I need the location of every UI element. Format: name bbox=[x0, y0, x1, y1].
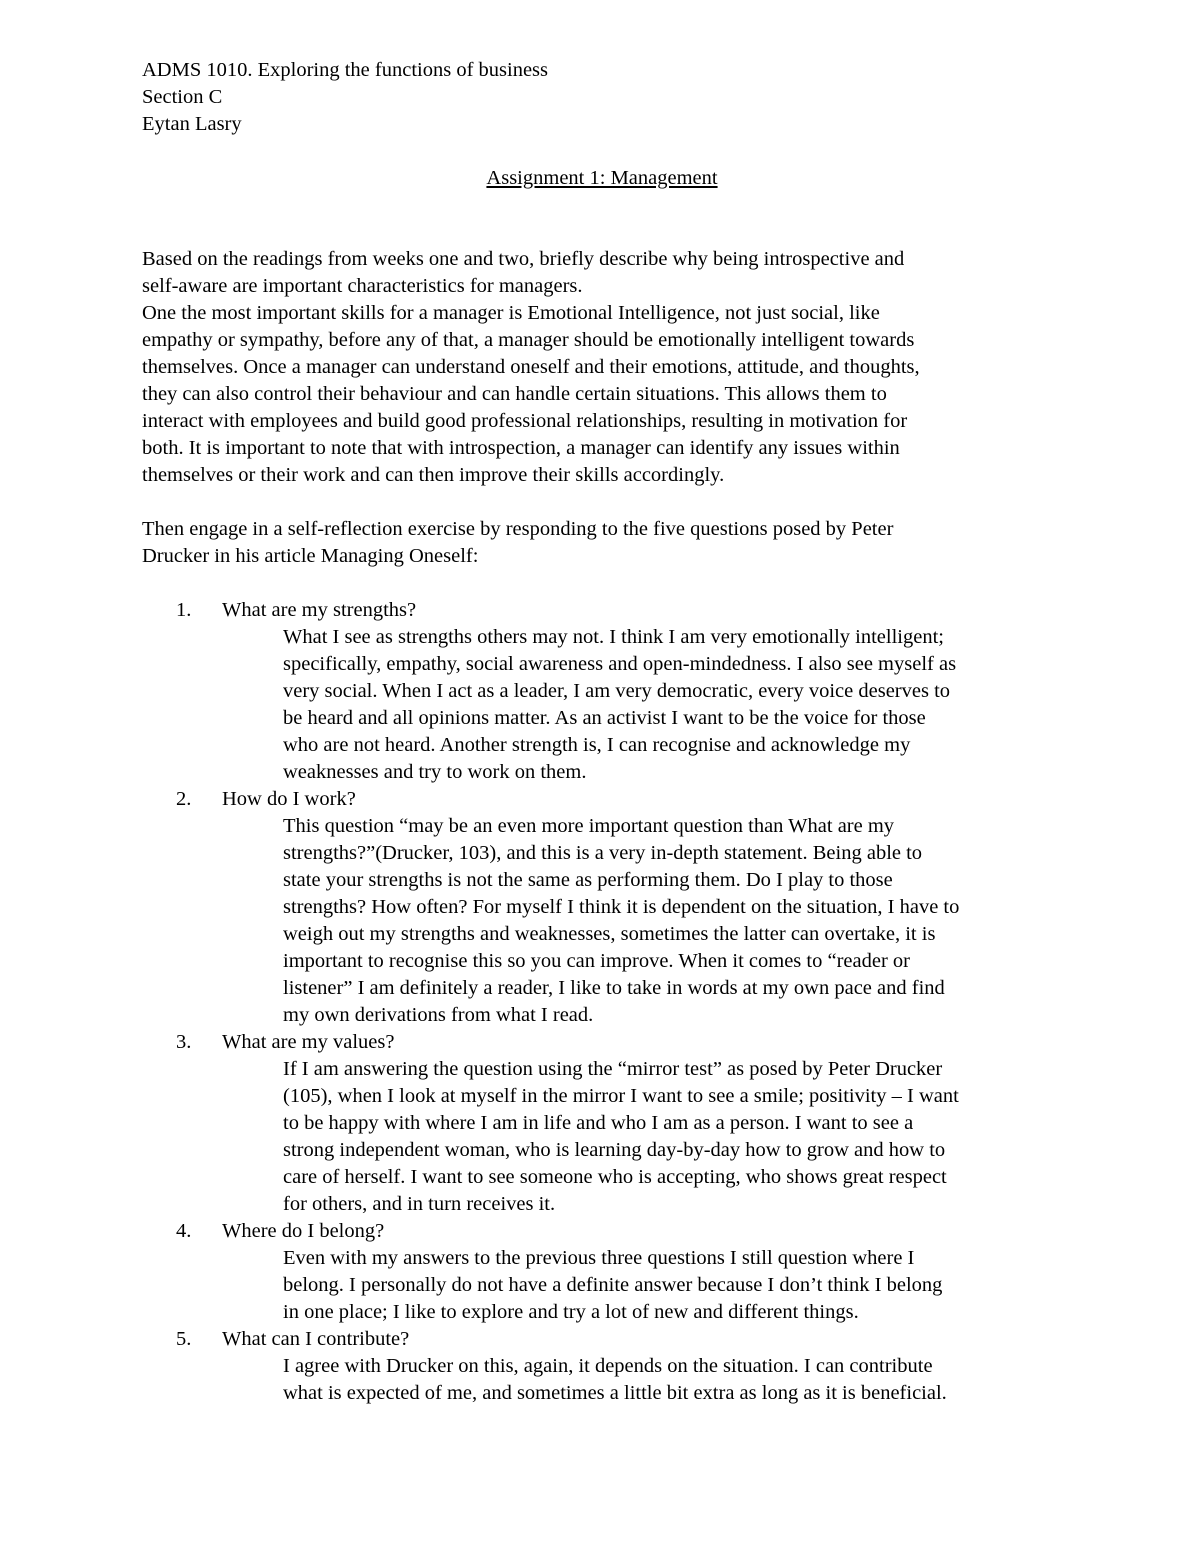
answer-line: This question “may be an even more important question than What are my bbox=[283, 815, 895, 837]
question-text: Where do I belong? bbox=[222, 1220, 385, 1242]
answer-line: One the most important skills for a manager is Emotional Intelligence, not just social, like bbox=[142, 302, 880, 324]
prompt-line: self-aware are important characteristics for managers. bbox=[142, 275, 583, 297]
question-row bbox=[142, 786, 1062, 813]
prompt-line: Drucker in his article Managing Oneself: bbox=[142, 545, 479, 567]
header-block bbox=[142, 57, 1062, 138]
question-row bbox=[142, 1326, 1062, 1353]
section-label: Section C bbox=[142, 86, 223, 108]
answer-line: specifically, empathy, social awareness and open-mindedness. I also see myself as bbox=[283, 653, 957, 675]
prompt-paragraph-1 bbox=[142, 246, 1062, 300]
question-item bbox=[142, 1029, 1062, 1218]
answer-line: themselves or their work and can then improve their skills accordingly. bbox=[142, 464, 725, 486]
question-number: 4. bbox=[176, 1220, 192, 1242]
answer-line: important to recognise this so you can improve. When it comes to “reader or bbox=[283, 950, 910, 972]
answer-line: I agree with Drucker on this, again, it depends on the situation. I can contribute bbox=[283, 1355, 933, 1377]
question-answer bbox=[283, 624, 1062, 786]
answer-line: (105), when I look at myself in the mirror I want to see a smile; positivity – I want bbox=[283, 1085, 959, 1107]
answer-line: strengths? How often? For myself I think it is dependent on the situation, I have to bbox=[283, 896, 960, 918]
question-text: What can I contribute? bbox=[222, 1328, 410, 1350]
answer-line: interact with employees and build good professional relationships, resulting in motivation for bbox=[142, 410, 908, 432]
answer-line: my own derivations from what I read. bbox=[283, 1004, 594, 1026]
answer-line: be heard and all opinions matter. As an activist I want to be the voice for those bbox=[283, 707, 926, 729]
question-item bbox=[142, 1218, 1062, 1326]
question-row bbox=[142, 1029, 1062, 1056]
page-title bbox=[142, 165, 1062, 192]
paragraph-spacer bbox=[142, 489, 1062, 516]
answer-line: empathy or sympathy, before any of that, a manager should be emotionally intelligent towards bbox=[142, 329, 915, 351]
answer-line: they can also control their behaviour and can handle certain situations. This allows them to bbox=[142, 383, 887, 405]
answer-line: both. It is important to note that with introspection, a manager can identify any issues within bbox=[142, 437, 900, 459]
question-answer bbox=[283, 1245, 1062, 1326]
prompt-line: Based on the readings from weeks one and two, briefly describe why being introspective and bbox=[142, 248, 905, 270]
question-row bbox=[142, 597, 1062, 624]
question-item bbox=[142, 597, 1062, 786]
question-list bbox=[142, 597, 1062, 1407]
author-name: Eytan Lasry bbox=[142, 113, 242, 135]
answer-line: strong independent woman, who is learning day-by-day how to grow and how to bbox=[283, 1139, 946, 1161]
answer-line: weigh out my strengths and weaknesses, sometimes the latter can overtake, it is bbox=[283, 923, 936, 945]
question-answer bbox=[283, 1353, 1062, 1407]
question-item bbox=[142, 1326, 1062, 1407]
answer-line: for others, and in turn receives it. bbox=[283, 1193, 556, 1215]
answer-line: themselves. Once a manager can understand oneself and their emotions, attitude, and thoughts, bbox=[142, 356, 920, 378]
prompt-line: Then engage in a self-reflection exercise by responding to the five questions posed by Peter bbox=[142, 518, 894, 540]
answer-line: to be happy with where I am in life and who I am as a person. I want to see a bbox=[283, 1112, 914, 1134]
course-name: ADMS 1010. Exploring the functions of business bbox=[142, 59, 548, 81]
answer-line: belong. I personally do not have a definite answer because I don’t think I belong bbox=[283, 1274, 943, 1296]
question-number: 5. bbox=[176, 1328, 192, 1350]
question-number: 1. bbox=[176, 599, 192, 621]
answer-line: weaknesses and try to work on them. bbox=[283, 761, 587, 783]
answer-line: care of herself. I want to see someone who is accepting, who shows great respect bbox=[283, 1166, 947, 1188]
answer-line: If I am answering the question using the “mirror test” as posed by Peter Drucker bbox=[283, 1058, 943, 1080]
paragraph-spacer bbox=[142, 570, 1062, 597]
title-text: Assignment 1: Management bbox=[486, 167, 718, 189]
question-text: How do I work? bbox=[222, 788, 356, 810]
answer-line: who are not heard. Another strength is, I can recognise and acknowledge my bbox=[283, 734, 911, 756]
answer-line: what is expected of me, and sometimes a little bit extra as long as it is beneficial. bbox=[283, 1382, 947, 1404]
answer-line: listener” I am definitely a reader, I like to take in words at my own pace and find bbox=[283, 977, 945, 999]
question-item bbox=[142, 786, 1062, 1029]
answer-line: very social. When I act as a leader, I am very democratic, every voice deserves to bbox=[283, 680, 951, 702]
question-answer bbox=[283, 813, 1062, 1029]
answer-line: What I see as strengths others may not. I think I am very emotionally intelligent; bbox=[283, 626, 944, 648]
question-text: What are my strengths? bbox=[222, 599, 417, 621]
answer-line: strengths?”(Drucker, 103), and this is a very in-depth statement. Being able to bbox=[283, 842, 923, 864]
prompt-paragraph-2 bbox=[142, 516, 1062, 570]
question-row bbox=[142, 1218, 1062, 1245]
document-body bbox=[142, 57, 1062, 1407]
question-text: What are my values? bbox=[222, 1031, 395, 1053]
question-number: 3. bbox=[176, 1031, 192, 1053]
answer-line: state your strengths is not the same as performing them. Do I play to those bbox=[283, 869, 893, 891]
question-number: 2. bbox=[176, 788, 192, 810]
answer-line: in one place; I like to explore and try a lot of new and different things. bbox=[283, 1301, 859, 1323]
answer-paragraph-1 bbox=[142, 300, 1062, 489]
answer-line: Even with my answers to the previous three questions I still question where I bbox=[283, 1247, 915, 1269]
question-answer bbox=[283, 1056, 1062, 1218]
